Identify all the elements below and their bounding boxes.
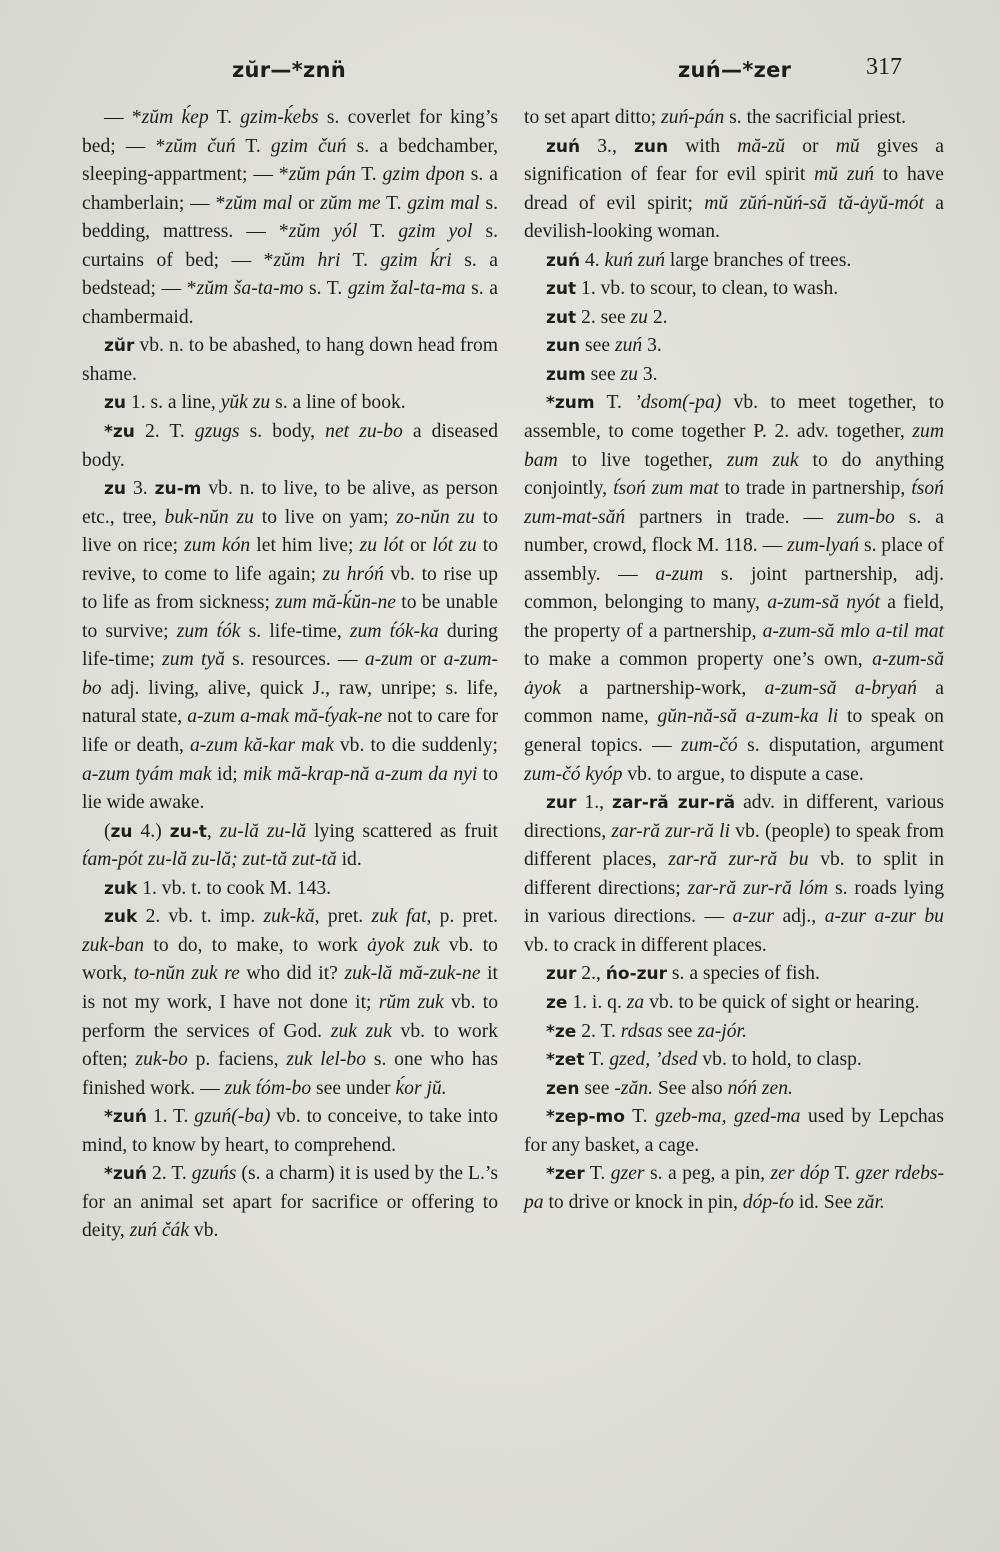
entry-text: vb. to work often; <box>82 1020 499 1071</box>
dictionary-entry <box>82 389 498 418</box>
headword: zu-m <box>154 479 202 500</box>
entry-text: T. <box>594 392 635 414</box>
entry-text: adv. in different, various directions, <box>524 792 945 842</box>
headword: *ze <box>546 1021 577 1042</box>
entry-text: to live on yam; <box>253 506 397 528</box>
headword: *zer <box>546 1164 585 1185</box>
italic-term: gzugs <box>194 421 240 443</box>
italic-term: a-zum-să ȧyok <box>524 649 944 699</box>
italic-term: zum t́ók-ka <box>349 620 439 642</box>
italic-term: mă-zŭ <box>737 135 786 157</box>
italic-term: gzeb-ma, gzed-ma <box>655 1106 801 1128</box>
headword: zut <box>546 307 577 328</box>
entry-text: see <box>662 1020 698 1042</box>
italic-term: zum bam <box>524 421 944 471</box>
italic-term: zum zuk <box>726 449 799 471</box>
italic-term: ȧyok zuk <box>367 934 440 956</box>
page-number: 317 <box>866 54 902 80</box>
entry-text: vb. to work, <box>82 934 498 985</box>
italic-term: mik mă-krap-nă a-zum da nyi <box>243 763 478 785</box>
italic-term: zu-lă zu-lă <box>219 820 307 842</box>
italic-term: zuk lel-bo <box>286 1049 366 1071</box>
headword: zun <box>633 136 669 157</box>
entry-text: See also <box>653 1077 728 1099</box>
italic-term: a-zum-să mlo a-til mat <box>762 620 944 642</box>
italic-term: zŭm čuń <box>165 135 236 157</box>
entry-text: 2. <box>647 306 668 328</box>
entry-text: adj., <box>773 906 825 928</box>
italic-term: zuk-ban <box>82 934 145 956</box>
headword: *zep-mo <box>546 1107 625 1128</box>
entry-text: vb. to rise up to life as from sickness; <box>82 563 498 614</box>
entry-text: a common name, <box>524 677 944 728</box>
italic-term: gzim čuń <box>270 135 347 157</box>
headword: *zum <box>546 393 595 414</box>
italic-term: yŭk zu <box>220 392 271 414</box>
italic-term: zuń-pán <box>661 107 725 128</box>
italic-term: zŭm ḱep <box>141 107 209 128</box>
entry-text: 2. see <box>576 306 631 328</box>
entry-text: to be unable to survive; <box>82 592 498 642</box>
entry-text: p. faciens, <box>187 1049 287 1071</box>
headword: *zuń <box>104 1164 147 1185</box>
entry-text: see <box>585 363 621 385</box>
entry-text: 1. T. <box>147 1106 195 1128</box>
italic-term: dóp-t́o <box>742 1191 794 1213</box>
entry-text: s. a number, crowd, flock M. 118. — <box>524 506 944 557</box>
entry-text: see <box>580 335 615 357</box>
entry-text: , pret. <box>314 906 372 928</box>
headword: zuń <box>546 136 581 157</box>
dictionary-entry <box>82 104 498 332</box>
entry-text: T. <box>208 107 241 128</box>
entry-text: 2., <box>576 963 606 985</box>
italic-term: gzim ḱri <box>380 249 452 271</box>
dictionary-entry <box>82 418 498 475</box>
italic-term: zar-ră zur-ră lóm <box>687 877 829 899</box>
entry-text: 2. vb. t. imp. <box>137 906 264 928</box>
italic-term: buk-nŭn zu <box>164 506 254 528</box>
entry-text: T. <box>340 249 381 271</box>
entry-text: T. <box>624 1106 656 1128</box>
entry-text: id; <box>211 763 244 785</box>
italic-term: zu <box>630 306 648 328</box>
entry-text: 3., <box>580 135 634 157</box>
entry-text: vb. n. to be abashed, to hang down head from shame. <box>82 335 498 385</box>
entry-text: T. <box>380 192 408 214</box>
dictionary-entry <box>524 361 944 390</box>
italic-term: net zu-bo <box>325 421 403 443</box>
italic-term: gzim mal <box>407 192 480 214</box>
dictionary-entry <box>524 304 944 333</box>
entry-text: vb. to split in different directions; <box>524 849 945 899</box>
entry-text: vb. <box>189 1220 219 1242</box>
right-column <box>524 104 944 1217</box>
headword: zen <box>546 1078 580 1099</box>
entry-text: or <box>412 649 444 671</box>
entry-text: used by Lepchas for any basket, a cage. <box>524 1106 945 1156</box>
headword: *zet <box>546 1050 585 1071</box>
entry-text: s. a bedstead; — * <box>82 249 498 300</box>
entry-text: T. <box>355 164 383 186</box>
entry-text: s. joint partnership, adj. common, belonging to many, <box>524 563 944 614</box>
italic-term: zer dóp <box>770 1163 830 1185</box>
italic-term: a-zum a-mak mă-t́yak-ne <box>187 706 383 728</box>
italic-term: gŭn-nă-să a-zum-ka li <box>657 706 839 728</box>
italic-term: a-zum <box>655 563 704 585</box>
entry-text: 1. s. a line, <box>126 392 221 414</box>
dictionary-entry <box>524 789 944 960</box>
entry-text: 4. <box>580 249 605 271</box>
italic-term: zŭm hri <box>273 249 341 271</box>
italic-term: kuń zuń <box>604 249 666 271</box>
italic-term: zuk fat <box>371 906 427 928</box>
italic-term: zar-ră zur-ră li <box>611 820 731 842</box>
entry-text: who did it? <box>239 963 345 985</box>
italic-term: zuk t́óm-bo <box>224 1077 312 1099</box>
dictionary-entry <box>524 1018 944 1047</box>
entry-text: s. curtains of bed; — * <box>82 221 498 271</box>
dictionary-entry <box>82 818 498 875</box>
entry-text: it is not my work, I have not done it; <box>82 963 498 1013</box>
dictionary-entry <box>82 1103 498 1160</box>
italic-term: gzed, ’dsed <box>609 1049 698 1071</box>
italic-term: zŭm yól <box>288 221 358 243</box>
entry-text: id. <box>336 849 362 871</box>
headword: ze <box>546 992 568 1013</box>
entry-text: gives a signification of fear for evil spirit <box>524 135 945 186</box>
italic-term: mŭ <box>835 135 860 157</box>
entry-text: vb. to crack in different places. <box>524 934 767 956</box>
entry-text: see <box>579 1077 615 1099</box>
entry-text: vb. to die suddenly; <box>333 735 498 757</box>
dictionary-entry <box>82 475 498 818</box>
italic-term: zuk-bo <box>135 1049 188 1071</box>
italic-term: zu hróń <box>322 563 384 585</box>
entry-text: to speak on general topics. — <box>524 706 944 757</box>
italic-term: ’dsom(-pa) <box>634 392 722 414</box>
italic-term: a-zum-bo <box>82 649 498 699</box>
italic-term: mŭ zŭń-nŭń-să tă-ȧyŭ-mót <box>704 192 924 214</box>
entry-text: s. a species of fish. <box>667 963 820 985</box>
entry-text: 2. T. <box>576 1020 621 1042</box>
entry-text: vb. to meet together, to assemble, to come together P. 2. adv. together, <box>524 392 944 443</box>
italic-term: gzuń(-ba) <box>194 1106 271 1128</box>
italic-term: zo-nŭn zu <box>396 506 475 528</box>
headword: zur <box>546 793 577 814</box>
italic-term: zuń <box>614 335 643 357</box>
entry-text: 3. <box>637 363 658 385</box>
left-column <box>82 104 498 1246</box>
entry-text: during life-time; <box>82 620 498 671</box>
entry-text: 1., <box>576 792 613 814</box>
left-running-head: zŭr—*znn̈ <box>232 58 347 82</box>
entry-text: 3. <box>642 335 662 357</box>
entry-text: or <box>785 135 836 157</box>
entry-text: to have dread of evil spirit; <box>524 164 944 214</box>
entry-text: (s. a charm) it is used by the L.’s for an animal set apart for sacrifice or offering to deity, <box>82 1163 498 1242</box>
entry-text: a partnership-work, <box>561 677 765 699</box>
italic-term: zŭm pán <box>288 164 356 186</box>
entry-text: s. body, <box>239 421 326 443</box>
right-running-head: zuń—*zer <box>678 58 792 82</box>
entry-text: T. <box>357 221 399 243</box>
entry-text: s. a line of book. <box>270 392 406 414</box>
headword: zun <box>546 336 581 357</box>
entry-text: 3. <box>126 478 155 500</box>
entry-text: ( <box>104 820 111 842</box>
entry-text: 2. T. <box>147 1163 192 1185</box>
entry-text: s. coverlet for king’s bed; — * <box>82 107 499 157</box>
entry-text: adj. living, alive, quick J., raw, unripe; s. life, natural state, <box>82 677 498 728</box>
dictionary-entry <box>524 1103 944 1160</box>
entry-text: a diseased body. <box>82 421 498 471</box>
dictionary-entry <box>524 1075 944 1104</box>
headword: zum <box>546 364 586 385</box>
headword: zuń <box>546 250 581 271</box>
italic-term: zu lót <box>359 535 404 557</box>
italic-term: zuk-kă <box>263 906 315 928</box>
dictionary-entry <box>524 275 944 304</box>
italic-term: zuk zuk <box>330 1020 392 1042</box>
headword: *zuń <box>104 1107 147 1128</box>
entry-text: let him live; <box>250 535 360 557</box>
dictionary-entry <box>82 903 498 1103</box>
entry-text: to set apart ditto; <box>524 107 662 128</box>
headword: *zu <box>104 422 135 443</box>
italic-term: gzer <box>610 1163 645 1185</box>
entry-text: s. T. <box>303 278 348 300</box>
italic-term: zum-bo <box>837 506 895 528</box>
headword: zuk <box>104 907 138 928</box>
italic-term: zum mă-ḱŭn-ne <box>275 592 396 614</box>
dictionary-entry <box>524 960 944 989</box>
italic-term: lót zu <box>432 535 477 557</box>
headword: zu <box>110 821 133 842</box>
italic-term: gzim žal-ta-ma <box>347 278 466 300</box>
entry-text: s. a chambermaid. <box>82 278 498 328</box>
italic-term: t́soń zum mat <box>613 478 719 500</box>
entry-text: not to care for life or death, <box>82 706 498 757</box>
entry-text: 1. i. q. <box>567 991 627 1013</box>
entry-text: to lie wide awake. <box>82 763 498 814</box>
entry-text: or <box>403 535 433 557</box>
italic-term: a-zum-să nyót <box>767 592 880 614</box>
italic-term: to-nŭn zuk re <box>133 963 240 985</box>
entry-text: a field, the property of a partnership, <box>524 592 944 642</box>
entry-text: id. See <box>793 1191 858 1213</box>
headword: zuk <box>104 878 138 899</box>
entry-text: 1. vb. t. to cook M. 143. <box>137 877 332 899</box>
italic-term: gzer rdebs-pa <box>524 1163 945 1213</box>
entry-text: to do, to make, to work <box>144 934 368 956</box>
headword: zar-ră zur-ră <box>612 793 736 814</box>
dictionary-entry <box>524 1046 944 1075</box>
entry-text: to live together, <box>557 449 727 471</box>
headword: zut <box>546 279 577 300</box>
dictionary-entry <box>524 989 944 1018</box>
entry-text: s. life-time, <box>240 620 350 642</box>
dictionary-entry <box>82 332 498 389</box>
headword: zu <box>104 393 126 414</box>
entry-text: to drive or knock in pin, <box>543 1191 743 1213</box>
entry-text: T. <box>235 135 271 157</box>
headword: zur <box>546 964 577 985</box>
italic-term: zŭm ša-ta-mo <box>196 278 304 300</box>
entry-text: , <box>206 820 220 842</box>
italic-term: rdsas <box>620 1020 663 1042</box>
entry-text: large branches of trees. <box>665 249 852 271</box>
entry-text: lying scattered as fruit <box>306 820 498 842</box>
italic-term: t́soń zum-mat-săń <box>524 478 944 528</box>
entry-text: with <box>668 135 738 157</box>
dictionary-entry <box>524 389 944 789</box>
italic-term: t́am-pót zu-lă zu-lă; zut-tă zut-tă <box>82 849 337 871</box>
dictionary-entry <box>524 247 944 276</box>
dictionary-entry <box>82 1160 498 1246</box>
italic-term: gzim dpon <box>382 164 465 186</box>
entry-text: to revive, to come to life again; <box>82 535 498 585</box>
italic-term: gzim yol <box>398 221 473 243</box>
italic-term: a-zum kă-kar mak <box>189 735 334 757</box>
entry-text: vb. to argue, to dispute a case. <box>622 763 864 785</box>
entry-text: to make a common property one’s own, <box>524 649 873 671</box>
dictionary-entry <box>524 1160 944 1217</box>
entry-text: T. <box>829 1163 856 1185</box>
entry-text: s. a bedchamber, sleeping-appartment; — * <box>82 135 498 186</box>
italic-term: a-zum-să a-bryań <box>764 677 917 699</box>
entry-text: vb. n. to live, to be alive, as person etc., tree, <box>82 478 498 528</box>
italic-term: rŭm zuk <box>378 991 444 1013</box>
italic-term: ḱor jŭ. <box>395 1077 447 1099</box>
italic-term: zum kón <box>184 535 251 557</box>
entry-text: s. one who has finished work. — <box>82 1049 498 1099</box>
entry-text: T. <box>584 1163 611 1185</box>
entry-text: 2. T. <box>134 421 195 443</box>
entry-text: s. roads lying in various directions. — <box>524 877 945 928</box>
headword: zu <box>104 479 126 500</box>
entry-text: partners in trade. — <box>625 506 838 528</box>
entry-text: s. disputation, argument <box>737 735 944 757</box>
entry-text: s. a chamberlain; — * <box>82 164 498 214</box>
italic-term: gzim-ḱebs <box>240 107 319 128</box>
italic-term: a-zum <box>364 649 413 671</box>
italic-term: zu <box>620 363 638 385</box>
entry-text: vb. to be quick of sight or hearing. <box>644 991 920 1013</box>
dictionary-entry <box>82 875 498 904</box>
headword: ńo-zur <box>605 964 667 985</box>
dictionary-entry <box>524 332 944 361</box>
italic-term: zum tyă <box>162 649 225 671</box>
entry-text: s. bedding, mattress. — * <box>82 192 498 243</box>
italic-term: zuń čák <box>129 1220 190 1242</box>
italic-term: -zăn. <box>614 1077 654 1099</box>
entry-text: vb. to conceive, to take into mind, to know by heart, to comprehend. <box>82 1106 499 1156</box>
entry-text: , p. pret. <box>426 906 498 928</box>
italic-term: zuk-lă mă-zuk-ne <box>344 963 481 985</box>
entry-text: s. the sacrificial priest. <box>724 107 907 128</box>
italic-term: zăr. <box>857 1191 885 1213</box>
italic-term: zar-ră zur-ră bu <box>668 849 809 871</box>
entry-text: vb. (people) to speak from different places, <box>524 820 945 871</box>
italic-term: a-zum tyám mak <box>82 763 212 785</box>
italic-term: za <box>626 991 645 1013</box>
italic-term: zum-čó kyóp <box>524 763 623 785</box>
dictionary-entry <box>524 133 944 247</box>
headword: zu-t <box>169 821 207 842</box>
entry-text: to trade in partnership, <box>718 478 912 500</box>
italic-term: mŭ zuń <box>814 164 875 186</box>
entry-text: a devilish-looking woman. <box>524 192 944 243</box>
italic-term: a-zur a-zur bu <box>824 906 944 928</box>
entry-text: s. resources. — <box>224 649 365 671</box>
italic-term: zŭm me <box>320 192 381 214</box>
italic-term: gzuńs <box>191 1163 237 1185</box>
entry-text: vb. to hold, to clasp. <box>697 1049 862 1071</box>
dictionary-entry <box>524 104 944 133</box>
entry-text: see under <box>311 1077 396 1099</box>
italic-term: a-zur <box>732 906 774 928</box>
entry-text: 1. vb. to scour, to clean, to wash. <box>576 278 839 300</box>
italic-term: za-jór. <box>697 1020 747 1042</box>
entry-text: 4.) <box>132 820 170 842</box>
entry-text: vb. to perform the services of God. <box>82 991 498 1042</box>
italic-term: zŭm mal <box>225 192 293 214</box>
headword: zŭr <box>104 336 135 357</box>
italic-term: zum-lyań <box>787 535 860 557</box>
italic-term: zum t́ók <box>176 620 241 642</box>
entry-text: s. a peg, a pin, <box>644 1163 771 1185</box>
entry-text: s. place of assembly. — <box>524 535 944 585</box>
entry-text: or <box>292 192 321 214</box>
entry-text: to do anything conjointly, <box>524 449 944 500</box>
italic-term: zum-čó <box>681 735 738 757</box>
entry-text: to live on rice; <box>82 506 498 557</box>
entry-text: — * <box>104 107 142 128</box>
italic-term: nóń zen. <box>727 1077 793 1099</box>
entry-text: T. <box>584 1049 610 1071</box>
